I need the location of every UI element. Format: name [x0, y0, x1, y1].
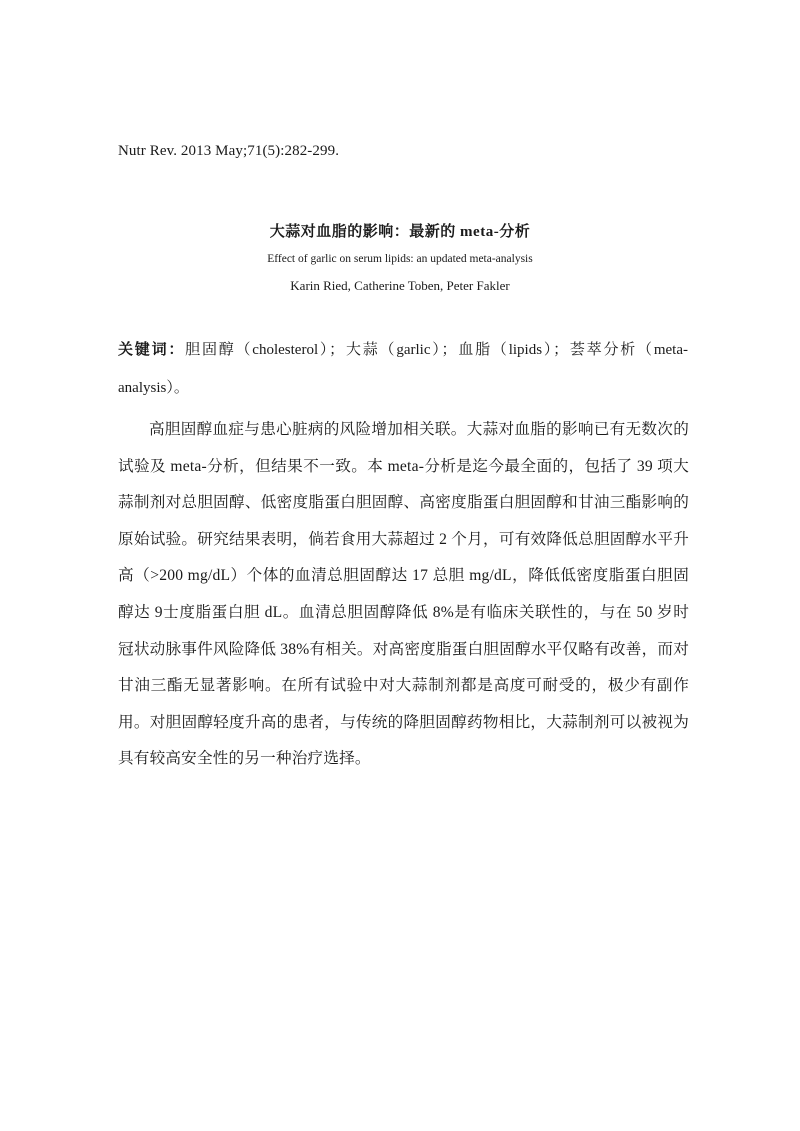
- keywords-paragraph: [118, 331, 688, 407]
- authors: Karin Ried, Catherine Toben, Peter Fakler: [290, 278, 510, 293]
- chinese-title: 大蒜对血脂的影响：最新的 meta-分析: [269, 224, 531, 240]
- keywords-label: 关键词：: [118, 342, 186, 358]
- english-title: Effect of garlic on serum lipids: an updated meta-analysis: [267, 253, 533, 265]
- keywords-text: 胆固醇（cholesterol）；大蒜（garlic）；血脂（lipids）；荟萃分析（meta-analysis）。: [118, 342, 688, 396]
- citation: Nutr Rev. 2013 May;71(5):282-299.: [118, 143, 340, 159]
- abstract-paragraph: 高胆固醇血症与患心脏病的风险增加相关联。大蒜对血脂的影响已有无数次的试验及 meta-分析，但结果不一致。本 meta-分析是迄今最全面的，包括了 39 项大蒜制剂对总胆固醇、低密度脂蛋白胆固醇、高密度脂蛋白胆固醇和甘油三酯影响的原始试验。研究结果表明，倘若食用大蒜超过 2 个月，可有效降低总胆固醇水平升高（>200 mg/dL）个体的血清总胆固醇达 17 总胆 mg/dL，降低低密度脂蛋白胆固醇达 9士度脂蛋白胆 dL。血清总胆固醇降低 8%是有临床关联性的，与在 50 岁时冠状动脉事件风险降低 38%有相关。对高密度脂蛋白胆固醇水平仅略有改善，而对甘油三酯无显著影响。在所有试验中对大蒜制剂都是高度可耐受的，极少有副作用。对胆固醇轻度升高的患者，与传统的降胆固醇药物相比，大蒜制剂可以被视为具有较高安全性的另一种治疗选择。: [118, 421, 689, 768]
